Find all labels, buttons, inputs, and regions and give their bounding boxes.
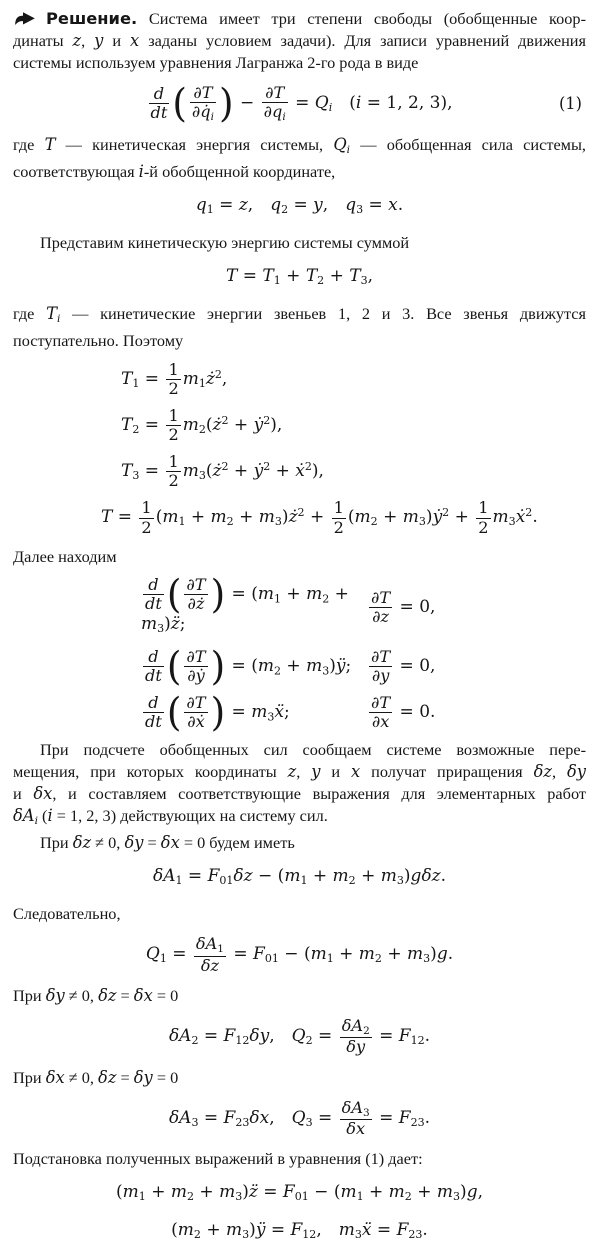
paragraph-case-dy <box>13 985 586 1007</box>
paragraph-next-find <box>13 546 586 568</box>
paragraph-case-dx <box>13 1067 586 1089</box>
equation-lagrange <box>13 80 586 127</box>
equation-body: (m1 + m2 + m3)z̈ = F01 − (m1 + m2 + m3)g, <box>116 1182 483 1204</box>
text-line: При δz ≠ 0, δy = δx = 0 будем иметь <box>40 832 295 852</box>
derivative-right: $\frac{\partial T}{\partial y}$ = 0, <box>371 647 436 686</box>
text-line: Подстановка полученных выражений в уравнения (1) дает: <box>13 1149 423 1169</box>
text-line: При δx ≠ 0, δz = δy = 0 <box>13 1067 179 1087</box>
text-line: δAi (i = 1, 2, 3) действующих на систему сил. <box>13 805 328 827</box>
derivative-left: $\frac{d}{dt}$ ( $\frac{\partial T}{\text{∂ẏ}}$ ) = (m2 + m3)ÿ; <box>145 643 352 689</box>
paragraph-substitution <box>13 1148 586 1170</box>
paragraph-consequently <box>13 903 586 925</box>
equation-number: (1) <box>558 93 582 113</box>
equation-body: $\frac{d}{dt}$ ( $\frac{\partial T}{\partial q̇i}$ ) − $\frac{\partial T}{\partial qi}$ = Qi (i = 1, 2, 3), <box>150 80 453 127</box>
derivative-row-y <box>13 643 586 689</box>
solution-arrow-icon <box>13 11 37 26</box>
text-line: где T — кинетическая энергия системы, Qi — обобщенная сила системы, <box>13 134 586 156</box>
text-line <box>13 8 586 30</box>
text-line: поступательно. Поэтому <box>13 330 184 350</box>
paragraph-case-dz <box>13 832 586 854</box>
equation-T-total: T = $\frac{1}{2}$ $(m1 + m2 + m3)ż^2$ + $\frac{1}{2}$ (m2 + m3)ẏ$^2$ + $\frac{1}{2}$ m3ẋ$^2$. <box>101 498 538 537</box>
solution-intro-text: Решение. Система имеет три степени свободы (обобщенные коор- <box>46 9 586 28</box>
equation-body: δA3 = F23δx, Q3 = $\frac{\delta A3}{\delta x}$ = F23. <box>168 1097 431 1139</box>
derivative-left: $\frac{d}{dt}$ ( $\frac{\partial T}{\text{∂ẋ}}$ ) = m3ẍ; <box>145 688 290 735</box>
paragraph-represent-energy <box>13 232 586 254</box>
text-line: Представим кинетическую энергию системы суммой <box>40 232 410 252</box>
equation-body: Q1 = $\frac{\delta A1}{\delta z}$ = F01 − (m1 + m2 + m3)g. <box>145 933 454 975</box>
paragraph-where-T <box>13 134 586 183</box>
paragraph-where-Ti <box>13 303 586 352</box>
derivative-right: $\frac{\partial T}{\partial z}$ = 0, <box>371 588 436 627</box>
equation-T3: T3 = $\frac{1}{2}$ $m3(ż^2$ + ẏ$^2$ + ẋ$^2$), <box>121 452 324 491</box>
equation-generalized-coordinates <box>13 194 586 221</box>
equation-final-z <box>13 1181 586 1208</box>
text-line: Далее находим <box>13 546 117 566</box>
equation-body: q1 = z, q2 = y, q3 = x. <box>195 194 404 216</box>
text-line: где Ti — кинетические энергии звеньев 1, 2 и 3. Все звенья движутся <box>13 303 586 325</box>
text-line: мещения, при которых координаты z, y и x получат приращения δz, δy <box>13 761 587 781</box>
derivative-row-x <box>13 688 586 735</box>
equation-Q1 <box>13 935 586 975</box>
paragraph-generalized-forces <box>13 739 586 832</box>
equation-dA3-Q3 <box>13 1099 586 1139</box>
equation-body: δA1 = F01δz − (m1 + m2 + m3)gδz. <box>152 865 447 887</box>
text-line: Следовательно, <box>13 903 121 923</box>
paragraph-intro <box>13 8 586 74</box>
text-line: При подсчете обобщенных сил сообщаем системе возможные пере- <box>40 739 586 759</box>
text-line: системы используем уравнения Лагранжа 2-го рода в виде <box>13 53 419 72</box>
equation-T1: T1 = $\frac{1}{2}$ $m1ż^2$, <box>121 359 228 398</box>
equation-final-yx <box>13 1219 586 1246</box>
equation-body: δA2 = F12δy, Q2 = $\frac{\delta A2}{\delta y}$ = F12. <box>168 1015 431 1057</box>
derivative-row-z <box>13 570 586 641</box>
text-line: При δy ≠ 0, δz = δx = 0 <box>13 985 179 1005</box>
equation-body: (m2 + m3)ÿ = F12, m3ẍ = F23. <box>171 1220 428 1242</box>
equation-dA1 <box>13 865 586 892</box>
derivative-left: $\frac{d}{dt}$ ( $\frac{\partial T}{\partial ż}$ ) = (m1 + m2 + m3)z̈; <box>141 570 349 636</box>
text-line: соответствующая i-й обобщенной координате, <box>13 161 336 181</box>
derivative-right: $\frac{\partial T}{\partial x}$ = 0. <box>371 692 436 731</box>
equation-dA2-Q2 <box>13 1017 586 1057</box>
equation-T2: T2 = $\frac{1}{2}$ $m2(ż^2$ + ẏ$^2$), <box>121 406 283 445</box>
text-line: и δx, и составляем соответствующие выражения для элементарных работ <box>13 783 586 803</box>
equation-T-sum <box>13 265 586 292</box>
equation-body: T = T1 + T2 + T3, <box>225 265 374 287</box>
text-line: динаты z, y и x заданы условием задачи). Для записи уравнений движения <box>13 31 587 50</box>
